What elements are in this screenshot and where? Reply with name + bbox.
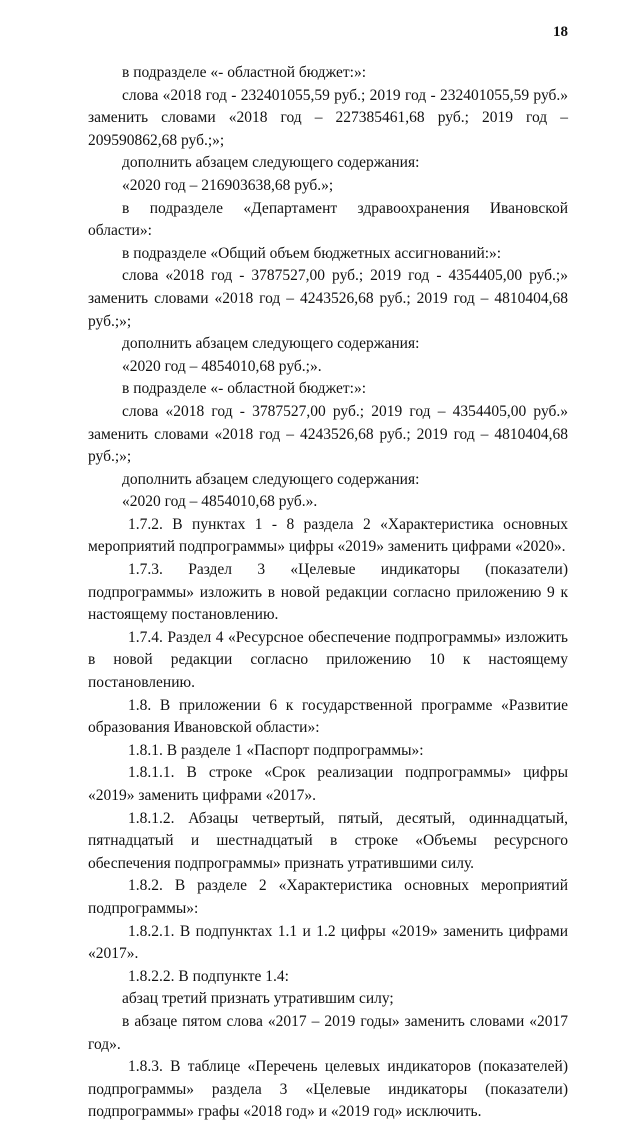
paragraph: слова «2018 год - 3787527,00 руб.; 2019 год – 4354405,00 руб.» заменить словами «2018 год – 4243526,68 руб.; 2019 год – 4810404,68 руб.;»; xyxy=(88,402,568,466)
paragraph: дополнить абзацем следующего содержания: xyxy=(122,335,420,353)
paragraph: 1.8.1. В разделе 1 «Паспорт подпрограммы»: xyxy=(128,741,424,759)
paragraph: слова «2018 год - 3787527,00 руб.; 2019 год - 4354405,00 руб.;» заменить словами «2018 год – 4243526,68 руб.; 2019 год – 4810404,68 руб.;»; xyxy=(88,267,568,330)
document-body xyxy=(88,62,568,1124)
paragraph: «2020 год – 216903638,68 руб.»; xyxy=(122,176,334,194)
paragraph: 1.8.2.1. В подпунктах 1.1 и 1.2 цифры «2019» заменить цифрами «2017». xyxy=(88,922,568,963)
paragraph: в подразделе «Общий объем бюджетных ассигнований:»: xyxy=(122,244,502,262)
paragraph: в подразделе «- областной бюджет:»: xyxy=(122,380,367,398)
paragraph: «2020 год – 4854010,68 руб.». xyxy=(122,493,318,511)
paragraph: 1.8. В приложении 6 к государственной программе «Развитие образования Ивановской области»: xyxy=(88,696,568,737)
paragraph: 1.8.2. В разделе 2 «Характеристика основных мероприятий подпрограммы»: xyxy=(88,877,568,917)
page-number: 18 xyxy=(553,24,568,40)
paragraph: слова «2018 год - 232401055,59 руб.; 2019 год - 232401055,59 руб.» заменить словами «2018 год – 227385461,68 руб.; 2019 год – 209590862,68 руб.;»; xyxy=(88,86,568,149)
paragraph: 1.8.1.2. Абзацы четвертый, пятый, десятый, одиннадцатый, пятнадцатый и шестнадцатый в строке «Объемы ресурсного обеспечения подпрограммы» признать утратившими силу. xyxy=(88,809,568,872)
paragraph: 1.8.1.1. В строке «Срок реализации подпрограммы» цифры «2019» заменить цифрами «2017». xyxy=(88,764,568,804)
paragraph: дополнить абзацем следующего содержания: xyxy=(122,154,420,172)
paragraph: «2020 год – 4854010,68 руб.;». xyxy=(122,357,322,375)
paragraph: дополнить абзацем следующего содержания: xyxy=(122,470,420,488)
paragraph: 1.7.4. Раздел 4 «Ресурсное обеспечение подпрограммы» изложить в новой редакции согласно приложению 10 к настоящему постановлению. xyxy=(88,628,568,692)
paragraph: 1.7.3. Раздел 3 «Целевые индикаторы (показатели) подпрограммы» изложить в новой редакции согласно приложению 9 к настоящему постановлению. xyxy=(88,561,568,624)
paragraph: в подразделе «Департамент здравоохранения Ивановской области»: xyxy=(88,199,568,240)
paragraph: в абзаце пятом слова «2017 – 2019 годы» заменить словами «2017 год». xyxy=(88,1012,568,1053)
paragraph: абзац третий признать утратившим силу; xyxy=(122,990,394,1008)
paragraph: 1.8.2.2. В подпункте 1.4: xyxy=(128,967,289,985)
paragraph: в подразделе «- областной бюджет:»: xyxy=(122,64,367,81)
paragraph: 1.7.2. В пунктах 1 - 8 раздела 2 «Характеристика основных мероприятий подпрограммы» цифры «2019» заменить цифрами «2020». xyxy=(88,515,568,556)
paragraph: 1.8.3. В таблице «Перечень целевых индикаторов (показателей) подпрограммы» раздела 3 «Целевые индикаторы (показатели) подпрограммы» графы «2018 год» и «2019 год» исключить. xyxy=(88,1058,568,1121)
